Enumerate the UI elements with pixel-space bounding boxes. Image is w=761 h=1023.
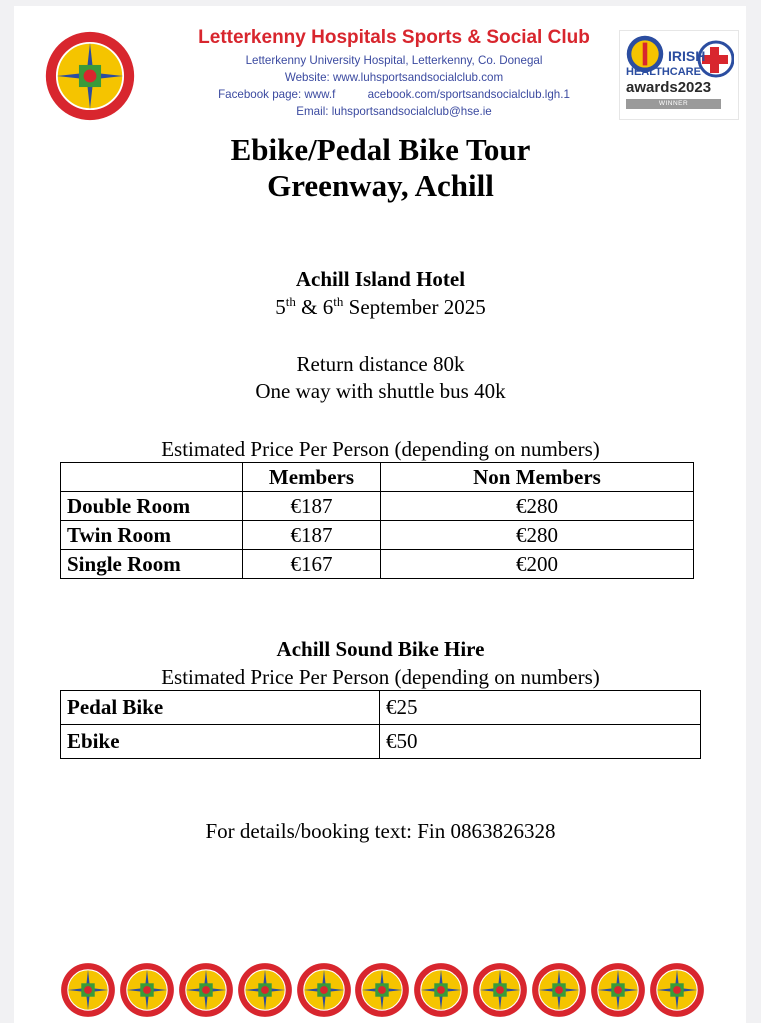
bike-price: €50	[380, 725, 701, 759]
accommodation-caption: Estimated Price Per Person (depending on numbers)	[161, 437, 600, 461]
members-price: €187	[243, 521, 381, 550]
room-type: Single Room	[61, 550, 243, 579]
footer-club-logo	[296, 960, 352, 1020]
club-logo	[44, 30, 136, 122]
distance-info	[0, 351, 761, 405]
column-header-blank	[61, 463, 243, 492]
one-way-distance: One way with shuttle bus 40k	[255, 379, 506, 403]
award-line-2: HEALTHCARE	[626, 66, 701, 78]
room-type: Twin Room	[61, 521, 243, 550]
bike-hire-caption: Estimated Price Per Person (depending on numbers)	[161, 665, 600, 689]
non-members-price: €280	[381, 492, 694, 521]
footer-club-logo	[413, 960, 469, 1020]
footer-club-logo	[531, 960, 587, 1020]
footer-club-logo	[119, 960, 175, 1020]
title-line-1: Ebike/Pedal Bike Tour	[230, 132, 531, 167]
non-members-price: €280	[381, 521, 694, 550]
email-link[interactable]: Email: luhsportsandsocialclub@hse.ie	[296, 105, 492, 118]
hotel-name: Achill Island Hotel	[295, 267, 466, 291]
non-members-price: €200	[381, 550, 694, 579]
table-row	[61, 725, 701, 759]
return-distance: Return distance 80k	[296, 352, 465, 376]
members-price: €187	[243, 492, 381, 521]
bike-type: Ebike	[61, 725, 380, 759]
event-dates	[0, 294, 761, 320]
page-title	[0, 132, 761, 204]
title-line-2: Greenway, Achill	[267, 168, 494, 203]
footer-club-logo	[649, 960, 705, 1020]
date-suffix-2: th	[333, 294, 344, 309]
date-day-1: 5	[275, 295, 286, 319]
footer-club-logo	[354, 960, 410, 1020]
award-line-1: IRISH	[668, 48, 706, 64]
footer-club-logo	[590, 960, 646, 1020]
table-row	[61, 691, 701, 725]
accommodation-price-table	[60, 462, 694, 579]
bike-price: €25	[380, 691, 701, 725]
date-month-year: September 2025	[343, 295, 486, 319]
footer-club-logo	[60, 960, 116, 1020]
club-name: Letterkenny Hospitals Sports & Social Club	[198, 27, 590, 48]
footer-club-logo	[472, 960, 528, 1020]
bike-type: Pedal Bike	[61, 691, 380, 725]
column-header-non-members: Non Members	[381, 463, 694, 492]
date-suffix-1: th	[285, 294, 296, 309]
room-type: Double Room	[61, 492, 243, 521]
facebook-link[interactable]: Facebook page: www.f acebook.com/sportsandsocialclub.lgh.1	[218, 88, 570, 101]
footer-club-logo	[237, 960, 293, 1020]
bike-hire-price-table	[60, 690, 701, 759]
bike-hire-title: Achill Sound Bike Hire	[276, 637, 485, 661]
column-header-members: Members	[243, 463, 381, 492]
table-row	[61, 492, 694, 521]
award-badge	[619, 30, 739, 120]
website-link[interactable]: Website: www.luhsportsandsocialclub.com	[284, 71, 504, 84]
booking-contact: For details/booking text: Fin 0863826328	[205, 819, 556, 843]
table-row	[61, 550, 694, 579]
address-line: Letterkenny University Hospital, Letterkenny, Co. Donegal	[245, 54, 543, 67]
footer-logo-strip	[60, 960, 705, 1022]
award-line-4: WINNER	[626, 99, 721, 109]
date-day-2: & 6	[295, 295, 334, 319]
footer-club-logo	[178, 960, 234, 1020]
award-line-3: awards2023	[626, 79, 712, 96]
club-header	[174, 26, 614, 120]
table-row	[61, 521, 694, 550]
table-header-row	[61, 463, 694, 492]
members-price: €167	[243, 550, 381, 579]
